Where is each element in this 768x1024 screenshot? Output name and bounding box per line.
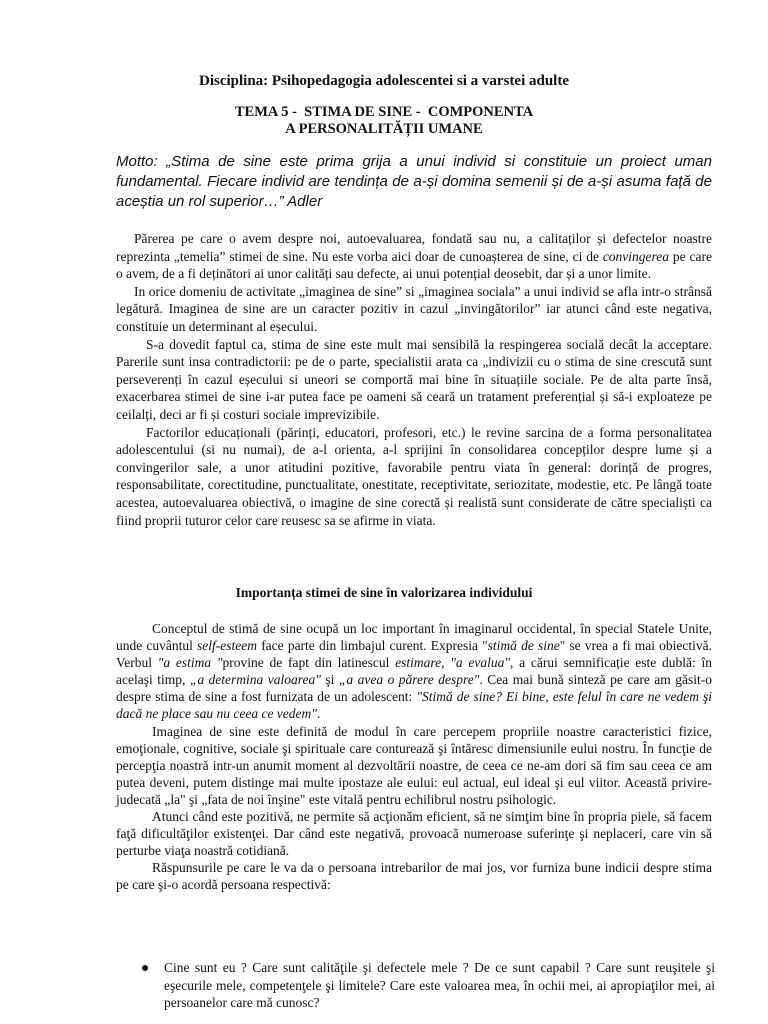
- paragraph: Atunci când este pozitivă, ne permite să acţionăm eficient, să ne simţim bine în propria piele, să facem faţă dificultăţilor existenţei. Dar când este negativă, provoacă numeroase suferinţe şi neplaceri, care vin să perturbe viaţa noastră cotidiană.: [116, 809, 712, 859]
- text-run: . Cea mai bună sinteză pe care am găsit-o despre stima de sine a fost furnizata de un adolescent:: [116, 672, 713, 705]
- paragraph: Răspunsurile pe care le va da o persoana intrebarilor de mai jos, vor furniza bune indicii despre stima pe care şi-o acordă persoana respectivă:: [116, 860, 712, 893]
- paragraph: S-a dovedit faptul ca, stima de sine este mult mai sensibilă la respingerea socială decât la acceptare. Parerile sunt insa contradictorii: pe de o parte, specialistii arata ca „indivizii cu o stima de sine crescută sunt perseverenți în cazul eșecului si uneori se comportă mai bine în situațiile sociale. Pe de alta parte însă, exacerbarea stimei de sine i-ar putea face pe oameni să ceară un tratament preferențial și să-i exploateze pe ceilalți, deci ar fi și costuri sociale imprevizibile.: [116, 336, 712, 422]
- text-run: şi: [320, 672, 339, 688]
- text-run: Conceptul de stimă de sine ocupă un loc important în imaginarul occidental, în special Statele Unite, unde cuvântul: [116, 621, 712, 654]
- paragraph: In orice domeniu de activitate „imaginea de sine” si „imaginea sociala” a unui individ se afla intr-o strânsă legătură. Imaginea de sine are un caracter pozitiv in cazul „invingătorilor” iar atunci când este negativa, constituie un determinant al eșecului.: [116, 283, 712, 334]
- text-run: pe care o avem, de a fi deținători ai unor calități sau defecte, ai unui potențial deosebit, dar și a unor limite.: [116, 248, 712, 282]
- list-item: [140, 959, 715, 1012]
- theme-title-line-2: A PERSONALITĂȚII UMANE: [285, 121, 483, 137]
- emphasis-text: „a avea o părere despre": [338, 672, 480, 688]
- theme-title-line-1: TEMA 5 - STIMA DE SINE - COMPONENTA: [234, 104, 534, 120]
- paragraph: Imaginea de sine este definită de modul în care percepem propriile noastre caracteristici fizice, emoţionale, cognitive, sociale şi spirituale care conturează şi întăresc dimensiunile eului nostru. În funcţie de percepţia noastră intr-un anumit moment al dezvoltării noastre, de ceea ce ne-am dori să fim sau ceea ce am putea deveni, putem distinge mai multe ipostaze ale eului: eul actual, eul ideal şi eul viitor. Această privire-judecată „la" şi „fata de noi înşine" este vitală pentru echilibrul nostru psihologic.: [116, 723, 712, 807]
- emphasis-text: "a estima ": [157, 655, 223, 671]
- emphasis-text: stimă de sine: [487, 638, 560, 654]
- text-run: , a cărui semnificație este dublă: în acelaşi timp,: [116, 655, 712, 688]
- emphasis-text: convingerea: [602, 248, 670, 264]
- text-run: .: [316, 706, 321, 722]
- bullet-icon: [142, 965, 148, 971]
- motto-quote: Motto: „Stima de sine este prima grija a unui individ si constituie un proiect uman fundamental. Fiecare individ are tendința de a-și domina semenii și de a-și asuma față de aceștia un rol superior…” Adler: [116, 153, 712, 210]
- emphasis-text: self-esteem: [197, 638, 258, 654]
- section-heading: Importanța stimei de sine în valorizarea individului: [235, 585, 533, 600]
- text-run: Părerea pe care o avem despre noi, autoevaluarea, fondată sau nu, a calitaților și defectelor noastre reprezinta „temelia” stimei de sine. Nu este vorba aici doar de cunoașterea de sine, ci de: [116, 231, 712, 264]
- emphasis-text: estimare, "a evalua": [395, 655, 511, 671]
- text-run: provine de fapt din latinescul: [222, 655, 396, 671]
- question-list: [140, 959, 715, 1012]
- theme-title: [0, 104, 768, 138]
- section-text: [116, 620, 712, 894]
- emphasis-text: „a determina valoarea": [189, 672, 321, 688]
- emphasis-text: "Stimă de sine? Ei bine, este felul în care ne vedem şi dacă ne place sau nu ceea ce vedem": [116, 689, 712, 722]
- text-run: " se vrea a fi mai obiectivă. Verbul: [116, 638, 712, 671]
- paragraph: [116, 230, 712, 283]
- intro-text: [116, 230, 712, 529]
- discipline-heading: Disciplina: Psihopedagogia adolescentei si a varstei adulte: [198, 73, 569, 89]
- text-run: face parte din limbajul curent. Expresia ": [257, 638, 488, 654]
- paragraph: Factorilor educaționali (părinți, educatori, profesori, etc.) le revine sarcina de a forma personalitatea adolescentului (si nu numai), de a-l orienta, a-l sprijini în consolidarea concepților despre lume și a convingerilor sale, a unor atitudini pozitive, favorabile pentru viata în general: dorință de progres, responsabilitate, corectitudine, punctualitate, onestitate, receptivitate, seriozitate, modestie, etc. Pe lângă toate acestea, autoevaluarea obiectivă, o imagine de sine corectă și realistă sunt considerate de către specialiști ca fiind proprii tuturor celor care reusesc sa se afirme in viata.: [116, 424, 712, 528]
- paragraph: [116, 620, 712, 723]
- list-item-text: Cine sunt eu ? Care sunt calităţile şi defectele mele ? De ce sunt capabil ? Care sunt reuşitele şi eşecurile mele, competenţele şi limitele? Care este valoarea mea, în ochii mei, ai apropiaţilor mei, ai persoanelor care mă cunosc?: [164, 960, 715, 1010]
